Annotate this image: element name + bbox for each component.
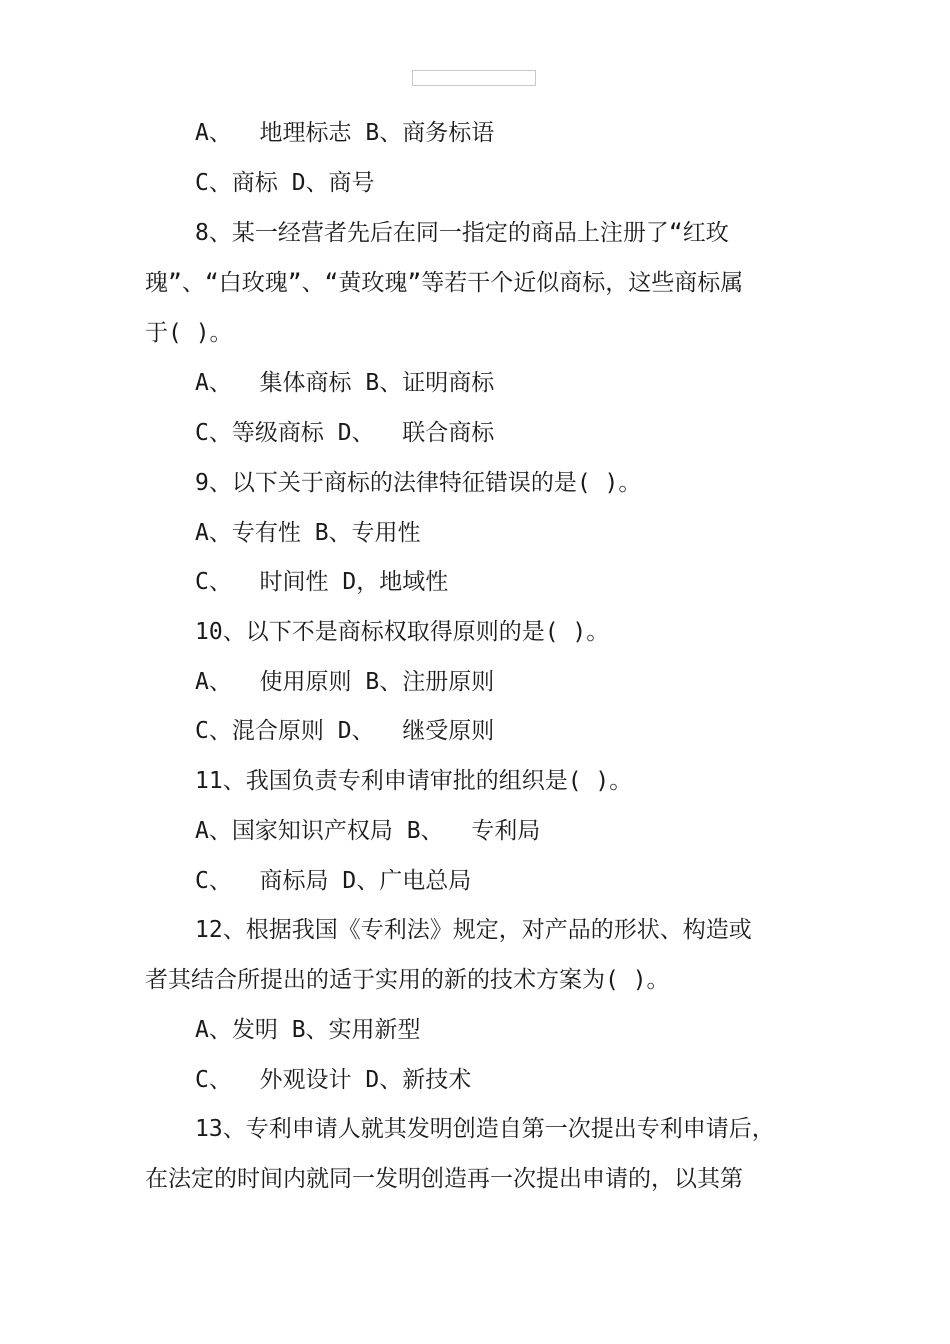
question-12-line-2: 者其结合所提出的适于实用的新的技术方案为( )。 — [145, 967, 670, 993]
question-13-line-1: 13、专利申请人就其发明创造自第一次提出专利申请后， — [195, 1116, 775, 1142]
question-11: 11、我国负责专利申请审批的组织是( )。 — [195, 768, 633, 794]
option-line-q8-ab: A、 集体商标 B、证明商标 — [195, 370, 495, 396]
question-8-line-2: 瑰”、“白玫瑰”、“黄玫瑰”等若干个近似商标，这些商标属 — [145, 270, 744, 296]
question-8-line-1: 8、某一经营者先后在同一指定的商品上注册了“红玫 — [195, 220, 729, 246]
option-line-q10-ab: A、 使用原则 B、注册原则 — [195, 669, 495, 695]
option-line-q8-cd: C、等级商标 D、 联合商标 — [195, 420, 495, 446]
option-line-q10-cd: C、混合原则 D、 继受原则 — [195, 718, 495, 744]
option-line-q7-ab: A、 地理标志 B、商务标语 — [195, 120, 495, 146]
option-line-q12-cd: C、 外观设计 D、新技术 — [195, 1067, 472, 1093]
question-9: 9、以下关于商标的法律特征错误的是( )。 — [195, 470, 642, 496]
option-line-q9-cd: C、 时间性 D，地域性 — [195, 569, 449, 595]
option-line-q11-cd: C、 商标局 D、广电总局 — [195, 868, 472, 894]
header-box — [412, 70, 536, 86]
question-12-line-1: 12、根据我国《专利法》规定，对产品的形状、构造或 — [195, 917, 752, 943]
option-line-q11-ab: A、国家知识产权局 B、 专利局 — [195, 818, 541, 844]
question-8-line-3: 于( )。 — [145, 320, 233, 346]
question-10: 10、以下不是商标权取得原则的是( )。 — [195, 619, 610, 645]
question-13-line-2: 在法定的时间内就同一发明创造再一次提出申请的，以其第 — [145, 1166, 743, 1192]
option-line-q9-ab: A、专有性 B、专用性 — [195, 520, 421, 546]
option-line-q7-cd: C、商标 D、商号 — [195, 170, 375, 196]
option-line-q12-ab: A、发明 B、实用新型 — [195, 1017, 421, 1043]
